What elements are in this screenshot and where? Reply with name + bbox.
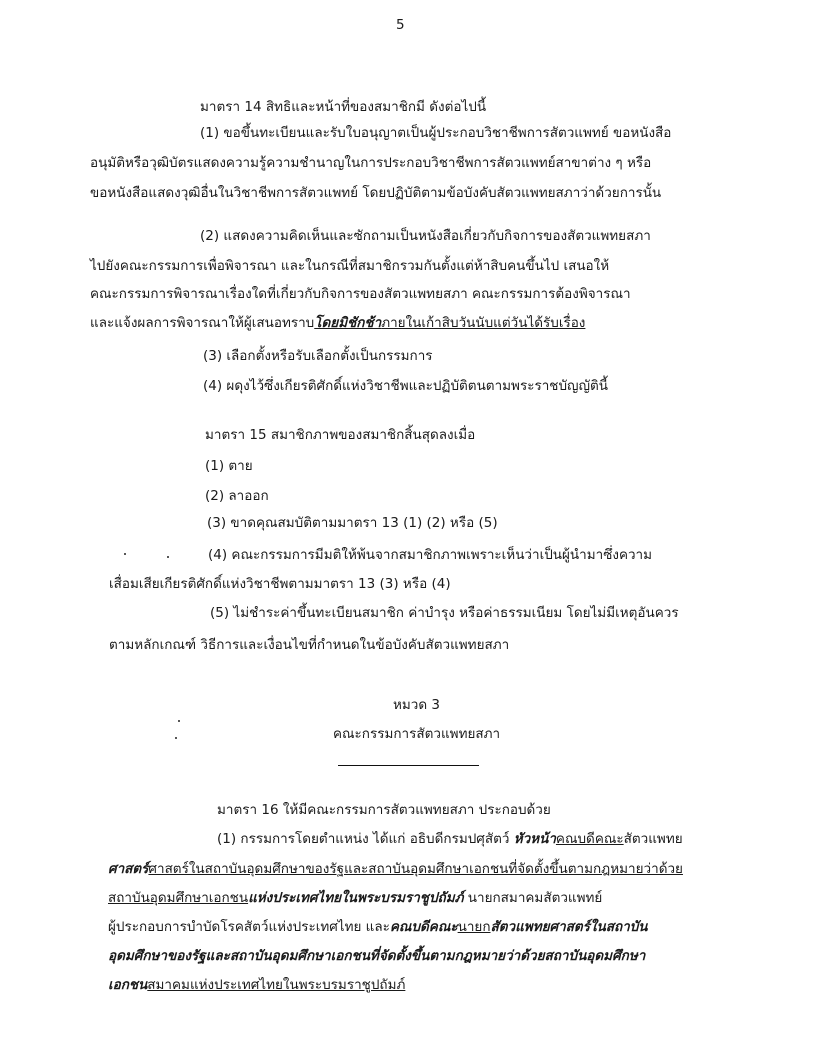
deleted-text: แห่งประเทศไทยในพระบรมราชูปถัมภ์ xyxy=(248,890,464,906)
s14-item2-line2: ไปยังคณะกรรมการเพื่อพิจารณา และในกรณีที่สมาชิกรวมกันตั้งแต่ห้าสิบคนขึ้นไป เสนอให้ xyxy=(90,258,610,274)
s16-line4 xyxy=(108,917,648,937)
s16-line3 xyxy=(108,888,602,908)
chapter-number: หมวด 3 xyxy=(393,697,441,713)
deleted-text: ศาสตร์ xyxy=(108,861,149,877)
deleted-text: เอกชน xyxy=(108,977,148,993)
scan-speck xyxy=(124,553,126,555)
s15-item4-line2: เสื่อมเสียเกียรติศักดิ์แห่งวิชาชีพตามมาตรา 13 (3) หรือ (4) xyxy=(109,576,451,592)
chapter-title: คณะกรรมการสัตวแพทยสภา xyxy=(333,726,501,742)
s15-item2: (2) ลาออก xyxy=(205,488,269,504)
section-15-heading: มาตรา 15 สมาชิกภาพของสมาชิกสิ้นสุดลงเมื่อ xyxy=(205,427,476,443)
s15-item5-line2: ตามหลักเกณฑ์ วิธีการและเงื่อนไขที่กำหนดในข้อบังคับสัตวแพทยสภา xyxy=(109,637,510,653)
s16-line5: อุดมศึกษาของรัฐและสถาบันอุดมศึกษาเอกชนที่จัดตั้งขึ้นตามกฎหมายว่าด้วยสถาบันอุดมศึกษา xyxy=(108,948,646,964)
scan-speck xyxy=(175,737,177,739)
deleted-text: คณบดีคณะ xyxy=(389,919,458,935)
s14-item2-line4-text: และแจ้งผลการพิจารณาให้ผู้เสนอทราบ xyxy=(90,315,315,331)
inserted-text: สถาบันอุดมศึกษาเอกชน xyxy=(108,890,249,906)
s15-item3: (3) ขาดคุณสมบัติตามมาตรา 13 (1) (2) หรือ (5) xyxy=(207,515,498,531)
inserted-text: ศาสตร์ในสถาบันอุดมศึกษาของรัฐและสถาบันอุดมศึกษาเอกชนที่จัดตั้งขึ้นตามกฎหมายว่าด้วย xyxy=(148,861,683,877)
page-number: 5 xyxy=(396,17,405,33)
inserted-text: คณบดีคณะ xyxy=(555,831,624,847)
s15-item4-line1: (4) คณะกรรมการมีมติให้พ้นจากสมาชิกภาพเพราะเห็นว่าเป็นผู้นำมาซึ่งความ xyxy=(208,547,653,563)
inserted-text: ภายในเก้าสิบวันนับแต่วันได้รับเรื่อง xyxy=(381,315,586,331)
s16-line1 xyxy=(217,829,683,849)
s16-line4-text: ผู้ประกอบการบำบัดโรคสัตว์แห่งประเทศไทย และ xyxy=(108,919,390,935)
section-14-heading: มาตรา 14 สิทธิและหน้าที่ของสมาชิกมี ดังต่อไปนี้ xyxy=(200,99,487,115)
inserted-text: นายก xyxy=(457,919,491,935)
s16-line1-text: (1) กรรมการโดยตำแหน่ง ได้แก่ อธิบดีกรมปศุสัตว์ xyxy=(217,831,514,847)
s14-item4: (4) ผดุงไว้ซึ่งเกียรติศักดิ์แห่งวิชาชีพและปฏิบัติตนตามพระราชบัญญัตินี้ xyxy=(203,378,609,394)
s14-item3: (3) เลือกตั้งหรือรับเลือกตั้งเป็นกรรมการ xyxy=(203,348,433,364)
s14-item2-line4 xyxy=(90,313,585,333)
s15-item5-line1: (5) ไม่ชำระค่าขึ้นทะเบียนสมาชิก ค่าบำรุง หรือค่าธรรมเนียม โดยไม่มีเหตุอันควร xyxy=(210,605,679,621)
scan-speck xyxy=(178,720,180,722)
scan-speck xyxy=(167,556,169,558)
s16-line2 xyxy=(108,859,683,879)
inserted-text: สมาคมแห่งประเทศไทยในพระบรมราชูปถัมภ์ xyxy=(147,977,406,993)
s14-item2-line3: คณะกรรมการพิจารณาเรื่องใดที่เกี่ยวกับกิจการของสัตวแพทยสภา คณะกรรมการต้องพิจารณา xyxy=(90,286,631,302)
s14-item1-line2: อนุมัติหรือวุฒิบัตรแสดงความรู้ความชำนาญในการประกอบวิชาชีพการสัตวแพทย์สาขาต่าง ๆ หรือ xyxy=(90,155,652,171)
s14-item1-line3: ขอหนังสือแสดงวุฒิอื่นในวิชาชีพการสัตวแพทย์ โดยปฏิบัติตามข้อบังคับสัตวแพทยสภาว่าด้วยการนั้น xyxy=(90,185,662,201)
s16-line3-end: นายกสมาคมสัตวแพทย์ xyxy=(463,890,603,906)
section-16-heading: มาตรา 16 ให้มีคณะกรรมการสัตวแพทยสภา ประกอบด้วย xyxy=(217,802,551,818)
s16-line1-end: สัตวแพทย xyxy=(623,831,683,847)
s14-item1-line1: (1) ขอขึ้นทะเบียนและรับใบอนุญาตเป็นผู้ประกอบวิชาชีพการสัตวแพทย์ ขอหนังสือ xyxy=(200,125,672,141)
deleted-text: โดยมิชักช้า xyxy=(314,315,382,331)
s15-item1: (1) ตาย xyxy=(205,458,253,474)
deleted-text: หัวหน้า xyxy=(513,831,556,847)
deleted-text: สัตวแพทยศาสตร์ในสถาบัน xyxy=(490,919,648,935)
s14-item2-line1: (2) แสดงความคิดเห็นและซักถามเป็นหนังสือเกี่ยวกับกิจการของสัตวแพทยสภา xyxy=(200,228,651,244)
chapter-divider xyxy=(338,765,479,766)
s16-line6 xyxy=(108,975,405,995)
